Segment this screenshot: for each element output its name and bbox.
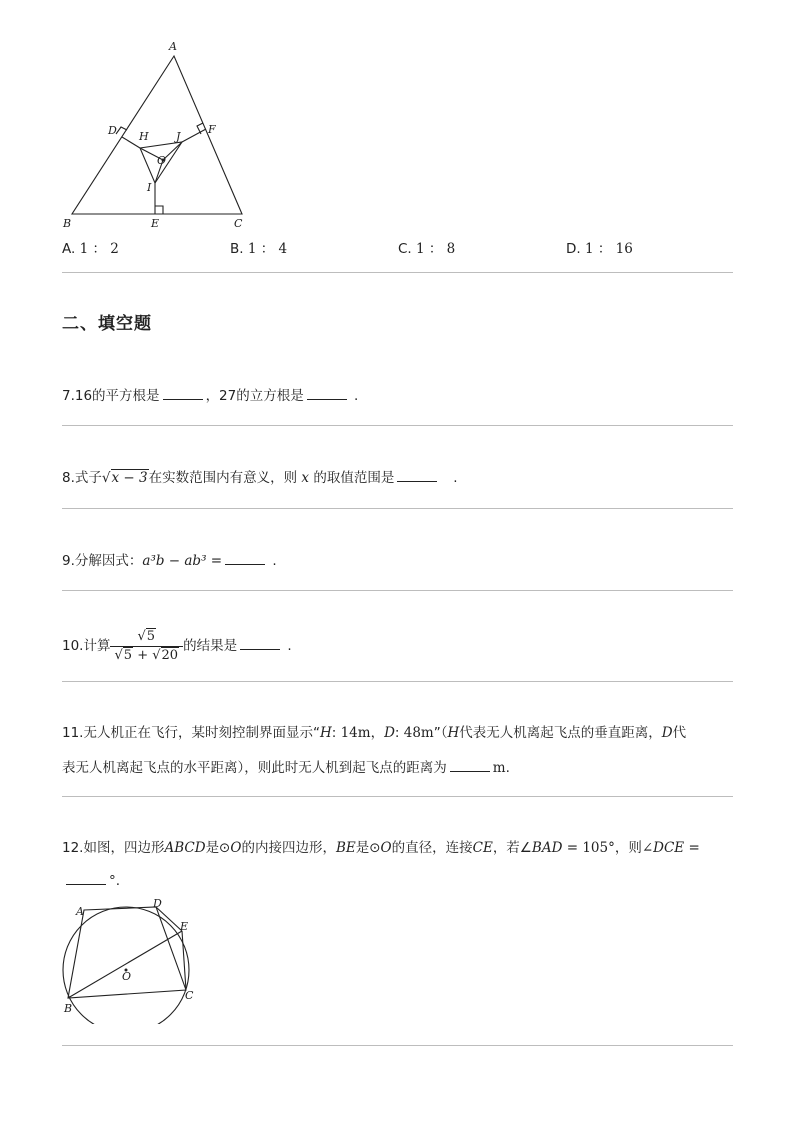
- answer-blank[interactable]: [397, 467, 437, 482]
- answer-blank[interactable]: [240, 635, 280, 650]
- q6-option-c: C. 1 ： 8: [398, 241, 456, 257]
- question-12-line2: °.: [62, 870, 120, 891]
- q12-circle-figure: [56, 892, 206, 1024]
- label-E: E: [151, 217, 160, 230]
- label-J: J: [176, 130, 181, 143]
- answer-blank[interactable]: [225, 550, 265, 565]
- question-8: 8.式子√x − 3在实数范围内有意义，则 x 的取值范围是 .: [62, 467, 458, 488]
- q6-option-a: A. 1 ： 2: [62, 241, 119, 257]
- label-H: H: [139, 130, 149, 143]
- fraction: $\frac{√5}{√5 + √20}$: [110, 628, 183, 665]
- label-C: C: [234, 217, 243, 230]
- question-7: 7.16的平方根是 ，27的立方根是 .: [62, 385, 358, 406]
- q6-option-b: B. 1 ： 4: [230, 241, 288, 257]
- q6-option-d: D. 1 ： 16: [566, 241, 633, 257]
- separator: [62, 272, 733, 273]
- label-D: D: [108, 124, 117, 137]
- answer-blank[interactable]: [450, 757, 490, 772]
- label-C: C: [185, 989, 194, 1002]
- question-11: 11.无人机正在飞行，某时刻控制界面显示“H: 14m，D: 48m”（H代表无人机离起飞点的垂直距离，D代: [62, 725, 687, 741]
- question-9: 9.分解因式：a³b − ab³ = .: [62, 550, 277, 571]
- question-12: 12.如图，四边形ABCD是⊙O的内接四边形，BE是⊙O的直径，连接CE，若∠BAD = 105°，则∠DCE =: [62, 840, 700, 856]
- section-title: 二、填空题: [62, 314, 152, 334]
- separator: [62, 425, 733, 426]
- label-B: B: [63, 217, 72, 230]
- separator: [62, 796, 733, 797]
- separator: [62, 508, 733, 509]
- question-10: 10.计算 $\frac{√5}{√5 + √20}$ 的结果是 .: [62, 628, 292, 663]
- separator: [62, 681, 733, 682]
- label-B: B: [64, 1002, 73, 1015]
- label-F: F: [208, 123, 216, 136]
- separator: [62, 590, 733, 591]
- separator: [62, 1045, 733, 1046]
- label-O: O: [122, 970, 132, 983]
- label-O: O: [157, 154, 167, 167]
- answer-blank[interactable]: [163, 385, 203, 400]
- q6-triangle-figure: [60, 36, 260, 232]
- label-I: I: [147, 181, 152, 194]
- label-E: E: [180, 920, 189, 933]
- answer-blank[interactable]: [66, 870, 106, 885]
- label-D: D: [153, 897, 162, 910]
- label-A: A: [169, 40, 177, 53]
- label-A: A: [76, 905, 84, 918]
- question-11-line2: 表无人机离起飞点的水平距离），则此时无人机到起飞点的距离为 m.: [62, 757, 510, 778]
- answer-blank[interactable]: [307, 385, 347, 400]
